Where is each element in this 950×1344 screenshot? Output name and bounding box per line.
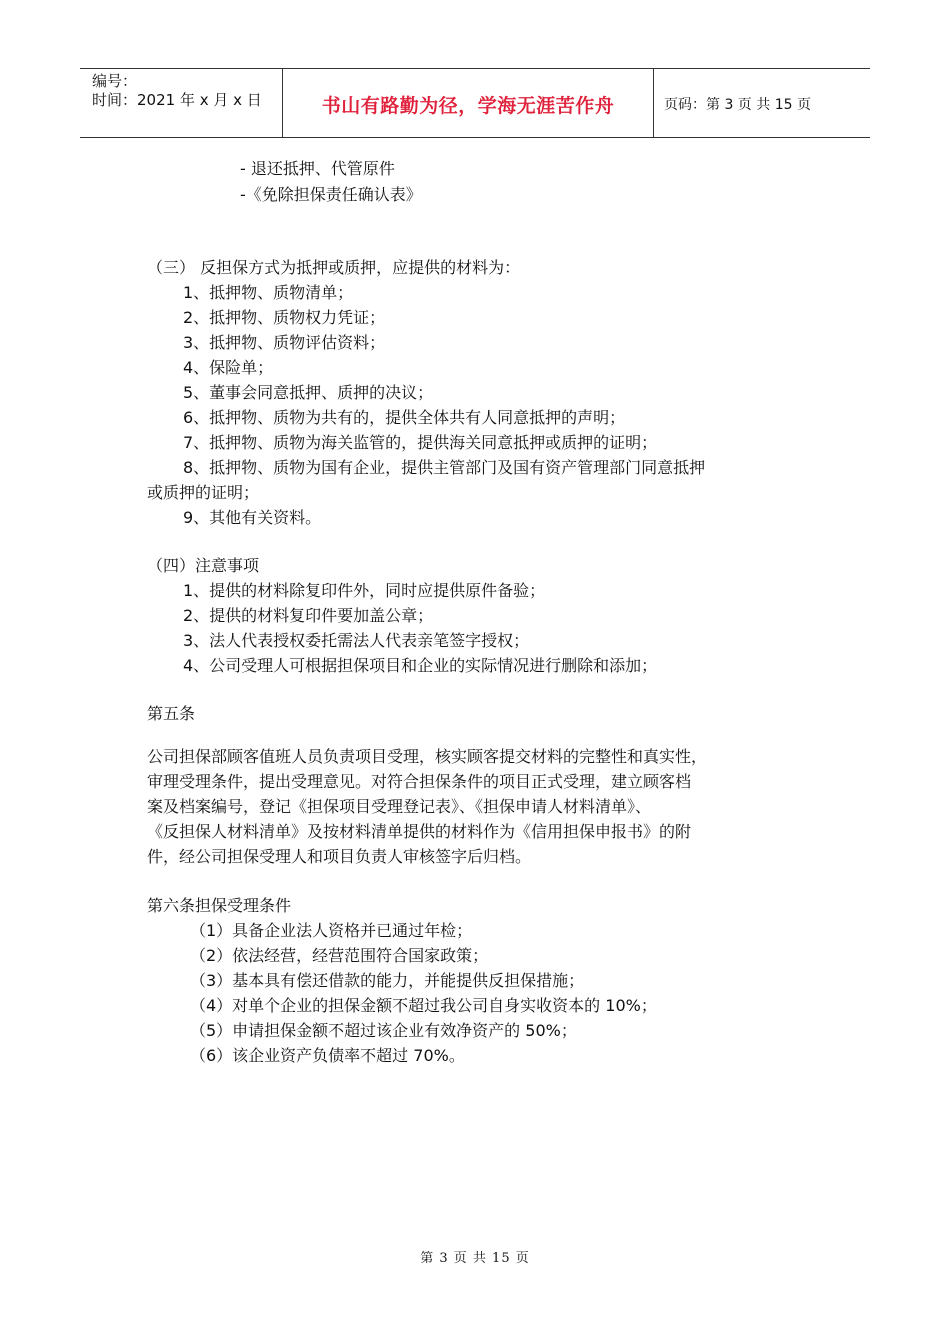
list-item: 4、保险单； xyxy=(183,358,274,377)
list-item-continuation: 或质押的证明； xyxy=(147,483,260,502)
page-footer: 第 3 页 共 15 页 xyxy=(420,1251,530,1266)
list-item: 2、抵押物、质物权力凭证； xyxy=(183,308,386,327)
list-item: 3、抵押物、质物评估资料； xyxy=(183,333,386,352)
list-item: 1、提供的材料除复印件外，同时应提供原件备验； xyxy=(183,581,546,600)
section-heading: （四）注意事项 xyxy=(147,556,260,575)
list-item: （2）依法经营，经营范围符合国家政策； xyxy=(190,946,489,965)
list-item: （6）该企业资产负债率不超过 70%。 xyxy=(190,1046,465,1065)
paragraph-line: 《反担保人材料清单》及按材料清单提供的材料作为《信用担保申报书》的附 xyxy=(147,822,692,841)
paragraph-line: 件，经公司担保受理人和项目负责人审核签字后归档。 xyxy=(147,847,532,866)
list-item: 4、公司受理人可根据担保项目和企业的实际情况进行删除和添加； xyxy=(183,656,658,675)
list-item: 9、其他有关资料。 xyxy=(183,508,322,527)
header-motto: 书山有路勤为径，学海无涯苦作舟 xyxy=(321,95,615,117)
paragraph-line: 审理受理条件，提出受理意见。对符合担保条件的项目正式受理，建立顾客档 xyxy=(147,772,692,791)
document-time-label: 时间：2021 年 x 月 x 日 xyxy=(92,91,262,109)
document-header xyxy=(80,68,870,138)
list-item: （4）对单个企业的担保金额不超过我公司自身实收资本的 10%； xyxy=(190,996,657,1015)
list-item: 8、抵押物、质物为国有企业，提供主管部门及国有资产管理部门同意抵押 xyxy=(183,458,706,477)
header-motto-cell xyxy=(283,69,654,137)
list-item: 7、抵押物、质物为海关监管的，提供海关同意抵押或质押的证明； xyxy=(183,433,658,452)
article-title: 第五条 xyxy=(147,704,196,723)
paragraph-line: 公司担保部顾客值班人员负责项目受理，核实顾客提交材料的完整性和真实性， xyxy=(147,747,708,766)
header-meta-cell xyxy=(80,69,283,137)
list-item: 2、提供的材料复印件要加盖公章； xyxy=(183,606,434,625)
header-page-info: 页码：第 3 页 共 15 页 xyxy=(664,97,811,113)
list-item: 3、法人代表授权委托需法人代表亲笔签字授权； xyxy=(183,631,530,650)
list-item: 6、抵押物、质物为共有的，提供全体共有人同意抵押的声明； xyxy=(183,408,626,427)
list-item: 1、抵押物、质物清单； xyxy=(183,283,354,302)
document-number-label: 编号： xyxy=(92,72,138,90)
list-item: （3）基本具有偿还借款的能力，并能提供反担保措施； xyxy=(190,971,585,990)
list-item: （1）具备企业法人资格并已通过年检； xyxy=(190,921,473,940)
list-item: （5）申请担保金额不超过该企业有效净资产的 50%； xyxy=(190,1021,577,1040)
list-item: 5、董事会同意抵押、质押的决议； xyxy=(183,383,434,402)
header-page-cell xyxy=(654,69,870,137)
article-title: 第六条担保受理条件 xyxy=(147,896,292,915)
section-heading: （三） 反担保方式为抵押或质押，应提供的材料为： xyxy=(147,258,521,277)
paragraph-line: 案及档案编号，登记《担保项目受理登记表》、《担保申请人材料清单》、 xyxy=(147,797,652,816)
list-item: - 退还抵押、代管原件 xyxy=(240,159,395,178)
list-item: -《免除担保责任确认表》 xyxy=(240,185,422,204)
